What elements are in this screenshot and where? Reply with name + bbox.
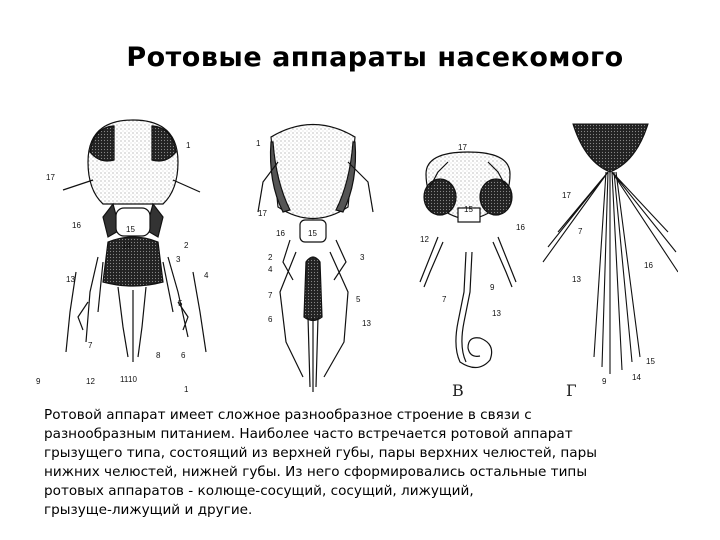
label-a: 10 (128, 375, 137, 384)
slide-title: Ротовые аппараты насекомого (126, 42, 624, 73)
panel-piercing-sucking (543, 124, 678, 374)
label-b: 15 (308, 229, 317, 238)
description-line: разнообразным питанием. Наиболее часто встречается ротовой аппарат (44, 426, 573, 442)
label-b: 4 (268, 265, 273, 274)
label-b: 6 (268, 315, 273, 324)
label-b: 13 (362, 319, 371, 328)
label-a: 14 (122, 241, 131, 250)
label-a: 7 (88, 341, 93, 350)
label-d: 17 (562, 191, 571, 200)
label-a: 8 (156, 351, 161, 360)
mouthparts-illustration (28, 112, 678, 402)
label-d: 13 (572, 275, 581, 284)
label-a: 12 (86, 377, 95, 386)
label-d: 14 (632, 373, 641, 382)
description-line: грызущего типа, состоящий из верхней губы, пары верхних челюстей, пары (44, 445, 597, 461)
label-b: 1 (256, 139, 261, 148)
label-b: 2 (268, 253, 273, 262)
label-a: 11 (120, 375, 129, 384)
description-line: грызуще-лижущий и другие. (44, 502, 253, 518)
label-c: 16 (516, 223, 525, 232)
panel-sucking (420, 152, 516, 368)
label-d: 7 (578, 227, 583, 236)
panel-piercing-sucking-labels (562, 191, 655, 386)
label-d: 16 (644, 261, 653, 270)
label-a: 15 (126, 225, 135, 234)
panel-letter-v: В (452, 381, 464, 400)
label-b: 3 (360, 253, 365, 262)
panel-chewing-lapping (258, 125, 373, 393)
panel-letter-g: Г (566, 381, 577, 400)
label-b: 7 (268, 291, 273, 300)
label-c: 7 (442, 295, 447, 304)
label-a: 4 (204, 271, 209, 280)
label-c: 9 (490, 283, 495, 292)
description-line: ротовых аппаратов - колюще-сосущий, сосущий, лижущий, (44, 483, 474, 499)
description-line: Ротовой аппарат имеет сложное разнообразное строение в связи с (44, 407, 532, 423)
label-c: 13 (492, 309, 501, 318)
label-c: 17 (458, 143, 467, 152)
description-paragraph (44, 406, 684, 520)
description-line: нижних челюстей, нижней губы. Из него сформировались остальные типы (44, 464, 588, 480)
insect-mouthparts-figure (28, 112, 678, 402)
label-a: 5 (178, 299, 183, 308)
label-c: 12 (420, 235, 429, 244)
label-a: 16 (72, 221, 81, 230)
label-a: 17 (46, 173, 55, 182)
label-c: 15 (464, 205, 473, 214)
label-a: 1 (186, 141, 191, 150)
label-d: 9 (602, 377, 607, 386)
label-d: 15 (646, 357, 655, 366)
label-b: 16 (276, 229, 285, 238)
label-a: 6 (181, 351, 186, 360)
label-a: 9 (36, 377, 41, 386)
label-a: 3 (176, 255, 181, 264)
label-a: 1 (184, 385, 189, 394)
label-a: 2 (184, 241, 189, 250)
label-b: 17 (258, 209, 267, 218)
label-b: 5 (356, 295, 361, 304)
label-a: 13 (66, 275, 75, 284)
